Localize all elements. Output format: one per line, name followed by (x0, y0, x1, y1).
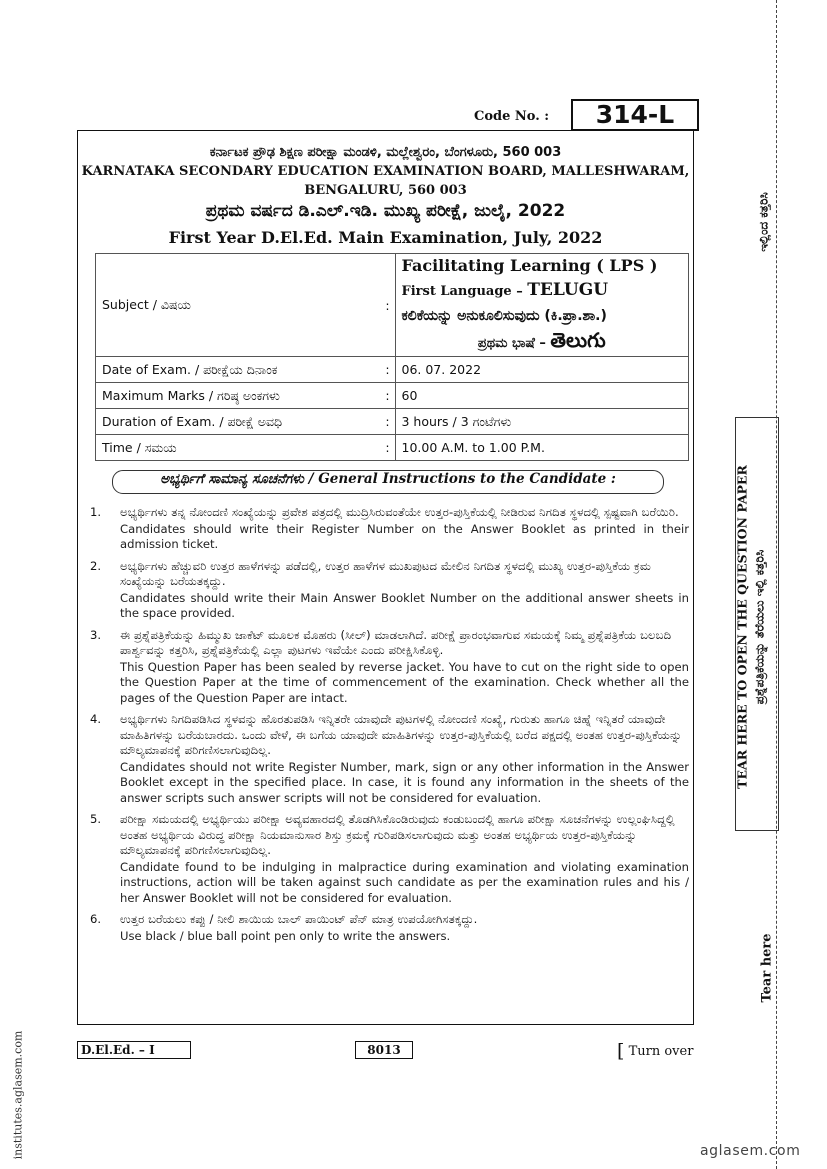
instruction-english: Candidates should write their Register Number on the Answer Booklet as printed in their admission ticket. (120, 521, 689, 551)
instruction-number: 4. (90, 712, 102, 726)
date-colon: : (380, 357, 395, 383)
instruction-kannada: ಅಭ್ಯರ್ಥಿಗಳು ತನ್ನ ನೋಂದಣಿ ಸಂಖ್ಯೆಯನ್ನು ಪ್ರವೇಶ ಪತ್ರದಲ್ಲಿ ಮುದ್ರಿಸಿರುವಂತೆಯೇ ಉತ್ತರ-ಪುಸ್ತಿಕೆಯಲ್ಲಿ ನೀಡಿರುವ ನಿಗದಿತ ಸ್ಥಳದಲ್ಲಿ ಸ್ಪಷ್ಟವಾಗಿ ಬರೆಯಿರಿ. (120, 505, 679, 519)
time-label: Time / ಸಮಯ (96, 435, 381, 461)
instruction-english: This Question Paper has been sealed by reverse jacket. You have to cut on the right side to open the Question Paper at the time of commencement of the examination. Check whether all the pages of the Question Paper are intact. (120, 659, 689, 705)
marks-colon: : (380, 383, 395, 409)
subject-language-english (402, 278, 683, 304)
date-label: Date of Exam. / ಪರೀಕ್ಷೆಯ ದಿನಾಂಕ (96, 357, 381, 383)
date-row (96, 357, 689, 383)
marks-value: 60 (395, 383, 689, 409)
paper-number: 8013 (355, 1041, 413, 1059)
subject-name: Facilitating Learning ( LPS ) (401, 256, 658, 275)
language-prefix: First Language – (401, 284, 523, 299)
instruction-number: 6. (90, 912, 102, 926)
tear-instruction-english: TEAR HERE TO OPEN THE QUESTION PAPER (734, 465, 750, 789)
instruction-number: 3. (90, 627, 102, 642)
instruction-english: Candidates should not write Register Number, mark, sign or any other information in the Answer Booklet except in the specified place. In case, it is found any information in the sheets of the answer scripts such answer scripts will not be considered for evaluation. (120, 759, 689, 805)
marks-row (96, 383, 689, 409)
watermark-right: aglasem.com (700, 1143, 801, 1159)
language-prefix-kannada: ಪ್ರಥಮ ಭಾಷೆ – (477, 336, 546, 351)
instruction-kannada: ಉತ್ತರ ಬರೆಯಲು ಕಪ್ಪು / ನೀಲಿ ಶಾಯಿಯ ಬಾಲ್ ಪಾಯಿಂಟ್ ಪೆನ್ ಮಾತ್ರ ಉಪಯೋಗಿಸತಕ್ಕದ್ದು. (120, 912, 478, 926)
date-value: 06. 07. 2022 (395, 357, 689, 383)
instruction-kannada: ಈ ಪ್ರಶ್ನೆಪತ್ರಿಕೆಯನ್ನು ಹಿಮ್ಮುಖ ಜಾಕೆಟ್ ಮೂಲಕ ಮೊಹರು (ಸೀಲ್) ಮಾಡಲಾಗಿದೆ. ಪರೀಕ್ಷೆ ಪ್ರಾರಂಭವಾಗುವ ಸಮಯಕ್ಕೆ ನಿಮ್ಮ ಪ್ರಶ್ನೆಪತ್ರಿಕೆಯ ಬಲಬದಿ ಪಾರ್ಶ್ವವನ್ನು ಕತ್ತರಿಸಿ, ಪ್ರಶ್ನೆಪತ್ರಿಕೆಯಲ್ಲಿ ಎಲ್ಲಾ ಪುಟಗಳು ಇವೆಯೇ ಎಂದು ಪರೀಕ್ಷಿಸಿಕೊಳ್ಳಿ. (120, 627, 672, 657)
instruction-english: Candidates should write their Main Answer Booklet Number on the additional answer sheets in the space provided. (120, 590, 689, 620)
exam-details-table (95, 253, 689, 461)
board-name-kannada: ಕರ್ನಾಟಕ ಪ್ರೌಢ ಶಿಕ್ಷಣ ಪರೀಕ್ಷಾ ಮಂಡಳಿ, ಮಲ್ಲೇಶ್ವರಂ, ಬೆಂಗಳೂರು, 560 003 (209, 145, 562, 160)
instruction-item (86, 812, 689, 906)
board-name-english-line1: KARNATAKA SECONDARY EDUCATION EXAMINATION BOARD, MALLESHWARAM, (81, 164, 690, 179)
course-label: D.El.Ed. – I (77, 1041, 191, 1059)
subject-name-kannada: ಕಲಿಕೆಯನ್ನು ಅನುಕೂಲಿಸುವುದು (ಕಿ.ಪ್ರಾ.ಶಾ.) (401, 308, 607, 324)
instruction-number: 1. (90, 505, 102, 519)
duration-value: 3 hours / 3 ಗಂಟೆಗಳು (395, 409, 689, 435)
time-row (96, 435, 689, 461)
instruction-english: Candidate found to be indulging in malpractice during examination and violating examination instructions, action will be taken against such candidate as per the examination rules and his / her Answer Booklet will not be considered for evaluation. (120, 859, 689, 905)
instruction-item (86, 712, 689, 806)
cut-here-kannada: ಇಲ್ಲಿಂದ ಕತ್ತರಿಸಿ (756, 192, 771, 252)
duration-row (96, 409, 689, 435)
instruction-number: 5. (90, 812, 102, 826)
time-colon: : (380, 435, 395, 461)
board-name-english-line2: BENGALURU, 560 003 (304, 183, 467, 198)
instruction-item (86, 505, 689, 553)
language-name: TELUGU (527, 280, 609, 300)
watermark-left: institutes.aglasem.com (11, 1030, 25, 1160)
subject-colon: : (380, 254, 395, 357)
instructions-list (86, 505, 689, 950)
instruction-kannada: ಅಭ್ಯರ್ಥಿಗಳು ಹೆಚ್ಚುವರಿ ಉತ್ತರ ಹಾಳೆಗಳನ್ನು ಪಡೆದಲ್ಲಿ, ಉತ್ತರ ಹಾಳೆಗಳ ಮುಖಪುಟದ ಮೇಲಿನ ನಿಗದಿತ ಸ್ಥಳದಲ್ಲಿ ಮುಖ್ಯ ಉತ್ತರ-ಪುಸ್ತಿಕೆಯ ಕ್ರಮ ಸಂಖ್ಯೆಯನ್ನು ಬರೆಯತಕ್ಕದ್ದು. (120, 558, 651, 588)
exam-title-english: First Year D.El.Ed. Main Examination, July, 2022 (168, 228, 603, 247)
subject-value (395, 254, 689, 357)
language-name-telugu: తెలుగు (550, 328, 606, 352)
turn-over-text: Turn over (628, 1044, 694, 1059)
tear-here-label: Tear here (759, 933, 775, 1003)
code-number-label: Code No. : (474, 109, 550, 124)
instruction-kannada: ಅಭ್ಯರ್ಥಿಗಳು ನಿಗದಿಪಡಿಸಿದ ಸ್ಥಳವನ್ನು ಹೊರತುಪಡಿಸಿ ಇನ್ನಿತರೇ ಯಾವುದೇ ಪುಟಗಳಲ್ಲಿ ನೋಂದಣಿ ಸಂಖ್ಯೆ, ಗುರುತು ಹಾಗೂ ಚಿಹ್ನೆ ಇನ್ನಿತರೆ ಯಾವುದೇ ಮಾಹಿತಿಗಳನ್ನು ಬರೆಯಬಾರದು. ಒಂದು ವೇಳೆ, ಈ ಬಗೆಯ ಯಾವುದೇ ಮಾಹಿತಿಗಳನ್ನು ಉತ್ತರ-ಪುಸ್ತಿಕೆಯಲ್ಲಿ ಬರೆದ ಪಕ್ಷದಲ್ಲಿ ಅಂತಹ ಉತ್ತರ-ಪುಸ್ತಿಕೆಯನ್ನು ಮೌಲ್ಯಮಾಪನಕ್ಕೆ ಪರಿಗಣಿಸಲಾಗುವುದಿಲ್ಲ. (120, 712, 682, 757)
turn-over-note (617, 1040, 693, 1062)
marks-label: Maximum Marks / ಗರಿಷ್ಠ ಅಂಕಗಳು (96, 383, 381, 409)
instruction-item (86, 559, 689, 622)
duration-label: Duration of Exam. / ಪರೀಕ್ಷೆ ಅವಧಿ (96, 409, 381, 435)
instruction-kannada: ಪರೀಕ್ಷಾ ಸಮಯದಲ್ಲಿ ಅಭ್ಯರ್ಥಿಯು ಪರೀಕ್ಷಾ ಅವ್ಯವಹಾರದಲ್ಲಿ ತೊಡಗಿಸಿಕೊಂಡಿರುವುದು ಕಂಡುಬಂದಲ್ಲಿ ಹಾಗೂ ಪರೀಕ್ಷಾ ಸೂಚನೆಗಳನ್ನು ಉಲ್ಲಂಘಿಸಿದ್ದಲ್ಲಿ ಅಂತಹ ಅಭ್ಯರ್ಥಿಯ ವಿರುದ್ಧ ಪರೀಕ್ಷಾ ನಿಯಮಾನುಸಾರ ಶಿಸ್ತು ಕ್ರಮಕ್ಕೆ ಗುರಿಪಡಿಸಲಾಗುವುದು ಮತ್ತು ಅಂತಹ ಅಭ್ಯರ್ಥಿಯ ಉತ್ತರ-ಪುಸ್ತಿಕೆಯನ್ನು ಮೌಲ್ಯಮಾಪನಕ್ಕೆ ಪರಿಗಣಿಸಲಾಗುವುದಿಲ್ಲ. (120, 812, 675, 857)
subject-label: Subject / ವಿಷಯ (96, 254, 381, 357)
instruction-item (86, 912, 689, 944)
subject-row (96, 254, 689, 357)
time-value: 10.00 A.M. to 1.00 P.M. (395, 435, 689, 461)
duration-colon: : (380, 409, 395, 435)
subject-language-kannada (402, 328, 683, 356)
tear-instruction-kannada: ಪ್ರಶ್ನೆಪತ್ರಿಕೆಯನ್ನು ತೆರೆಯಲು ಇಲ್ಲಿ ಕತ್ತರಿಸಿ (752, 549, 767, 705)
code-number-value: 314-L (571, 99, 699, 131)
instructions-title: ಅಭ್ಯರ್ಥಿಗೆ ಸಾಮಾನ್ಯ ಸೂಚನೆಗಳು / General Instructions to the Candidate : (112, 470, 664, 494)
bracket-glyph: [ (617, 1040, 625, 1062)
instruction-number: 2. (90, 558, 102, 573)
exam-title-kannada: ಪ್ರಥಮ ವರ್ಷದ ಡಿ.ಎಲ್.ಇಡಿ. ಮುಖ್ಯ ಪರೀಕ್ಷೆ, ಜುಲೈ, 2022 (205, 201, 566, 221)
instruction-english: Use black / blue ball point pen only to write the answers. (120, 928, 451, 943)
instruction-item (86, 628, 689, 707)
